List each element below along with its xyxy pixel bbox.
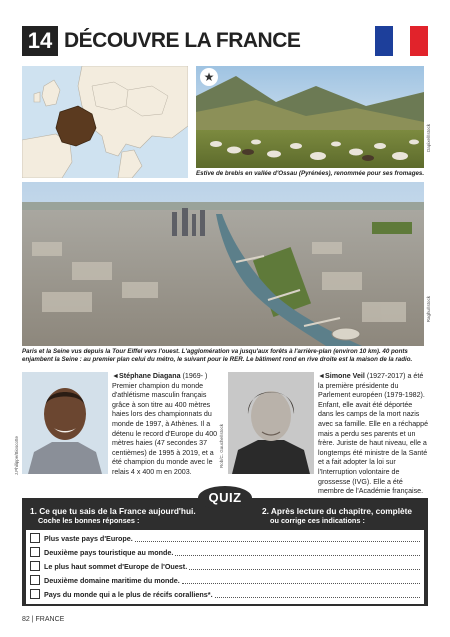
- flag-red-stripe: [410, 26, 428, 56]
- paris-photo-credit: Raghu/Istock: [426, 296, 431, 323]
- answer-line[interactable]: [189, 563, 420, 570]
- quiz-item-label: Deuxième pays touristique au monde.: [44, 547, 174, 557]
- diagana-portrait: [22, 372, 108, 474]
- veil-bio-text: a été la première présidente du Parlement européen (1979-1982). Enfant, elle avait été déportée dans les camps de la mort nazis avec sa famille. Elle en a réchappé mais a perdu ses parents et un frère. Juriste de haut niveau, elle a longtemps été ministre de la Santé et a fait adopter la loi sur l'Interruption volontaire de grossesse (IVG). Elle a été membre de l'Académie française.: [318, 372, 429, 496]
- answer-line[interactable]: [215, 591, 420, 598]
- sheep-photo-credit: Dapixel/Istock: [426, 124, 431, 153]
- page-footer: 82 | FRANCE: [22, 616, 65, 623]
- quiz-checkbox[interactable]: [30, 561, 40, 571]
- quiz-item: [30, 559, 420, 573]
- quiz-item: [30, 545, 420, 559]
- veil-portrait: [228, 372, 314, 474]
- answer-line[interactable]: [135, 535, 420, 542]
- diagana-name: Stéphane Diagana: [119, 372, 181, 380]
- quiz-item-label: Deuxième domaine maritime du monde.: [44, 575, 180, 585]
- veil-bio: [318, 372, 428, 497]
- diagana-photo-credit: J.Philippe/Bioscotte: [14, 436, 19, 476]
- quiz-q2-subtitle: ou corrige ces indications :: [270, 516, 365, 525]
- quiz-question-1: [30, 506, 220, 525]
- chapter-header: [22, 26, 428, 56]
- veil-name: Simone Veil: [325, 372, 365, 380]
- quiz-item-label: Le plus haut sommet d'Europe de l'Ouest.: [44, 561, 188, 571]
- flag-blue-stripe: [375, 26, 393, 56]
- flag-white-stripe: [393, 26, 411, 56]
- paris-aerial-photo: [22, 182, 424, 346]
- answer-line[interactable]: [175, 549, 420, 556]
- diagana-dates: (1969- ): [182, 372, 208, 380]
- paris-aerial-drawing: [22, 182, 424, 346]
- veil-photo-credit: Rob/C. Gauche/Istock: [219, 424, 224, 469]
- quiz-item: [30, 531, 420, 545]
- answer-line[interactable]: [182, 577, 420, 584]
- quiz-item: [30, 573, 420, 587]
- sheep-pasture-drawing: [196, 66, 424, 168]
- quiz-checkbox[interactable]: [30, 575, 40, 585]
- quiz-item-label: Pays du monde qui a le plus de récifs coralliens*.: [44, 589, 213, 599]
- diagana-bio-text: Premier champion du monde d'athlétisme masculin français grâce à son titre au 400 mètres haies lors des championnats du monde de 1997, à Athènes. Il a détenu le record d'Europe du 400 mètres haies (47 secondes 37 centièmes) de 1995 à 2019, et a été champion du monde avec le relais 4 x 400 m en 2003.: [112, 381, 218, 476]
- quiz-q1-subtitle: Coche les bonnes réponses :: [38, 516, 140, 525]
- quiz-checkbox[interactable]: [30, 589, 40, 599]
- chapter-number: 14: [22, 26, 58, 56]
- quiz-item: [30, 587, 420, 601]
- sheep-pasture-photo: [196, 66, 424, 168]
- star-icon: ★: [200, 68, 218, 86]
- diagana-portrait-drawing: [22, 372, 108, 474]
- paris-photo-caption: Paris et la Seine vus depuis la Tour Eiffel vers l'ouest. L'agglomération va jusqu'aux forêts à l'arrière-plan (environ 10 km). 40 ponts enjambent la Seine : au premier plan celui du métro, le suivant pour le RER. Le bâtiment rond en rive droite est la maison de la radio.: [22, 348, 413, 363]
- footer-section: FRANCE: [35, 616, 65, 623]
- sheep-photo-caption: Estive de brebis en vallée d'Ossau (Pyrénées), renommée pour ses fromages.: [196, 170, 425, 177]
- quiz-badge: QUIZ: [198, 486, 252, 510]
- chapter-title: DÉCOUVRE LA FRANCE: [64, 29, 301, 52]
- diagana-bio: [112, 372, 218, 478]
- quiz-q1-title: 1. Ce que tu sais de la France aujourd'hui.: [30, 506, 196, 516]
- quiz-item-label: Plus vaste pays d'Europe.: [44, 533, 133, 543]
- quiz-question-2: [262, 506, 426, 525]
- europe-map-drawing: [22, 66, 188, 178]
- quiz-checkbox[interactable]: [30, 533, 40, 543]
- europe-map: [22, 66, 188, 178]
- quiz-q2-title: 2. Après lecture du chapitre, complète: [262, 506, 413, 516]
- quiz-checkbox[interactable]: [30, 547, 40, 557]
- page-number: 82: [22, 616, 30, 623]
- arrow-left-icon: ◄: [112, 372, 120, 380]
- arrow-left-icon: ◄: [318, 372, 326, 380]
- veil-portrait-drawing: [228, 372, 314, 474]
- quiz-answer-list: [26, 530, 424, 604]
- veil-dates: (1927-2017): [366, 372, 406, 380]
- french-flag: [375, 26, 428, 56]
